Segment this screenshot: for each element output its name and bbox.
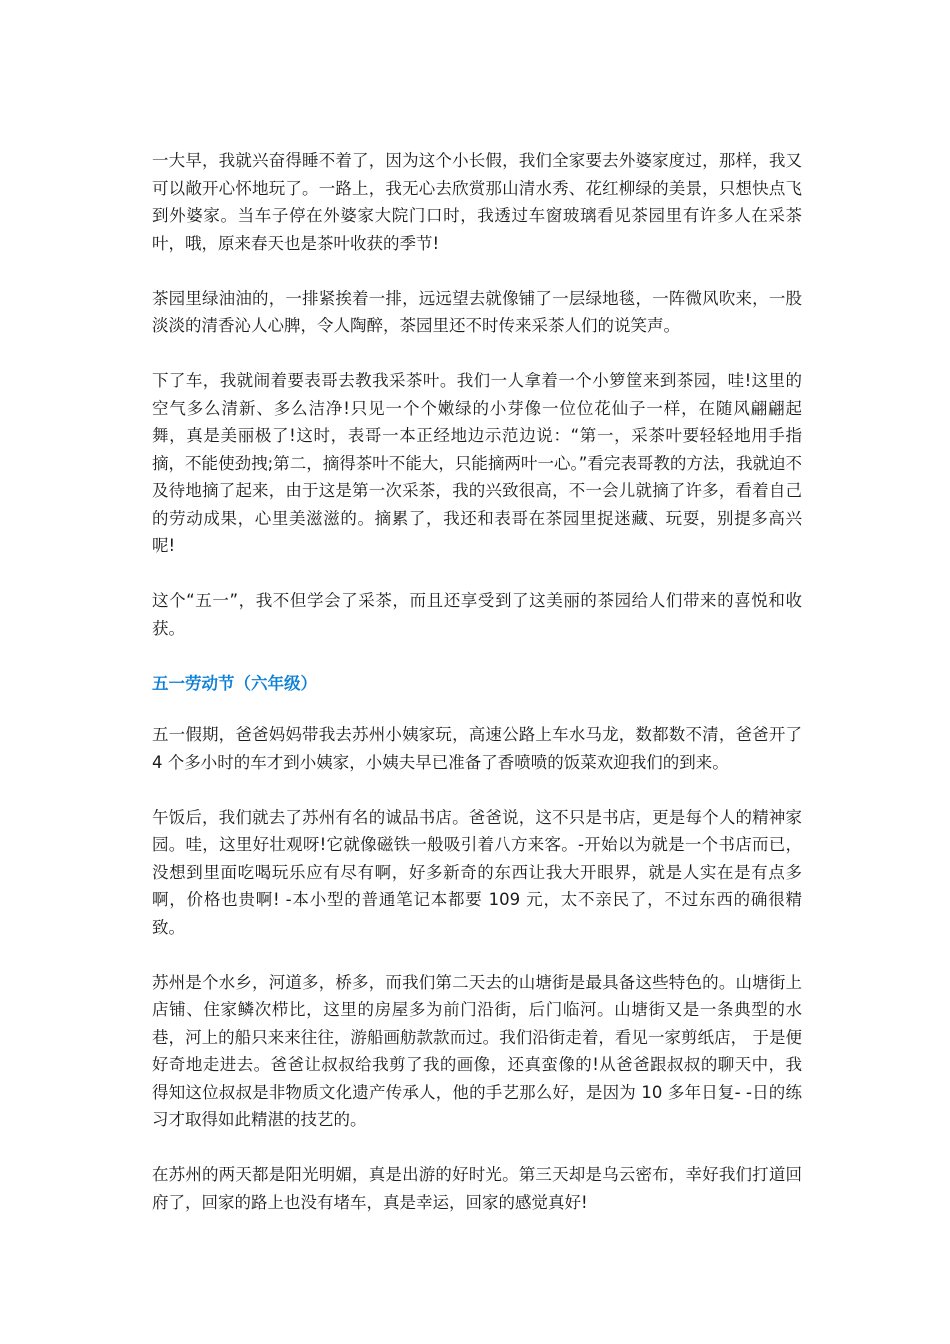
paragraph-4: 这个“五一”，我不但学会了采茶，而且还享受到了这美丽的茶园给人们带来的喜悦和收获。 (152, 591, 802, 638)
section-heading: 五一劳动节（六年级） (152, 673, 317, 693)
paragraph-8: 在苏州的两天都是阳光明媚，真是出游的好时光。第三天却是乌云密布，幸好我们打道回府了，回家的路上也没有堵车，真是幸运，回家的感觉真好! (152, 1165, 802, 1212)
paragraph-2: 茶园里绿油油的，一排紧挨着一排，远远望去就像铺了一层绿地毯，一阵微风吹来，一股淡淡的清香沁人心脾，令人陶醉，茶园里还不时传来采茶人们的说笑声。 (152, 288, 802, 335)
paragraph-3: 下了车，我就闹着要表哥去教我采茶叶。我们一人拿着一个小箩筐来到茶园，哇!这里的空气多么清新、多么洁净!只见一个个嫩绿的小芽像一位位花仙子一样，在随风翩翩起舞，真是美丽极了!这时，表哥一本正经地边示范边说：“第一，采茶叶要轻轻地用手指摘，不能使劲拽;第二，摘得茶叶不能大，只能摘两叶一心。”看完表哥教的方法，我就迫不及待地摘了起来，由于这是第一次采茶，我的兴致很高，不一会儿就摘了许多，看着自己的劳动成果，心里美滋滋的。摘累了，我还和表哥在茶园里捉迷藏、玩耍，别提多高兴呢! (152, 371, 802, 555)
document-body (152, 147, 802, 1244)
paragraph-7: 苏州是个水乡，河道多，桥多，而我们第二天去的山塘街是最具备这些特色的。山塘街上店铺、住家鳞次栉比，这里的房屋多为前门沿街，后门临河。山塘街又是一条典型的水巷，河上的船只来来往往，游船画舫款款而过。我们沿街走着，看见一家剪纸店， 于是便好奇地走进去。爸爸让叔叔给我剪了我的画像，还真蛮像的!从爸爸跟叔叔的聊天中，我得知这位叔叔是非物质文化遗产传承人，他的手艺那么好，是因为 10 多年日复- -日的练习才取得如此精湛的技艺的。 (152, 972, 802, 1129)
paragraph-1: 一大早，我就兴奋得睡不着了，因为这个小长假，我们全家要去外婆家度过，那样，我又可以敞开心怀地玩了。一路上，我无心去欣赏那山清水秀、花红柳绿的美景，只想快点飞到外婆家。当车子停在外婆家大院门口时，我透过车窗玻璃看见茶园里有许多人在采茶叶，哦，原来春天也是茶叶收获的季节! (152, 151, 802, 253)
paragraph-5: 五一假期，爸爸妈妈带我去苏州小姨家玩，高速公路上车水马龙，数都数不清，爸爸开了 4 个多小时的车才到小姨家，小姨夫早已准备了香喷喷的饭菜欢迎我们的到来。 (152, 725, 802, 772)
paragraph-6: 午饭后，我们就去了苏州有名的诚品书店。爸爸说，这不只是书店，更是每个人的精神家园。哇，这里好壮观呀!它就像磁铁一般吸引着八方来客。-开始以为就是一个书店而已， 没想到里面吃喝玩乐应有尽有啊，好多新奇的东西让我大开眼界，就是人实在是有点多啊，价格也贵啊! -本小型的普通笔记本都要 109 元，太不亲民了，不过东西的确很精致。 (152, 807, 802, 937)
